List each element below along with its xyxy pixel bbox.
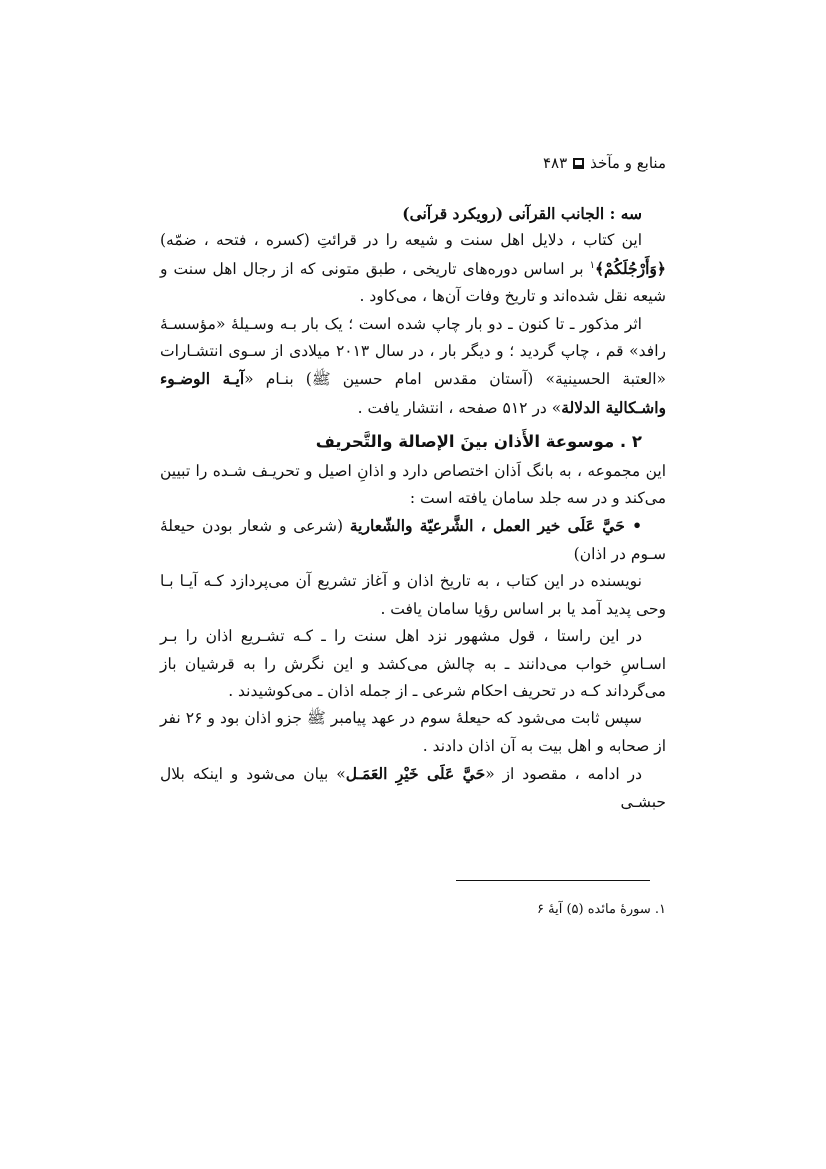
paragraph-7 <box>160 760 666 816</box>
square-icon <box>573 158 584 169</box>
paragraph-2 <box>160 311 666 423</box>
paragraph-1 <box>160 227 666 310</box>
paragraph-7-end: » بیان می‌شود و اینکه بلال حبشـی <box>160 765 666 811</box>
book-title: آیـة الوضـوء واشـکالیة الدلالة <box>160 369 666 417</box>
paragraph-4: نویسنده در این کتاب ، به تاریخ اذان و آغاز تشریع آن می‌پردازد کـه آیـا بـا وحی پدید آمد یا بر اساس رؤیا سامان یافت . <box>160 572 666 618</box>
page-number: ۴۸۳ <box>543 154 568 172</box>
footnote-divider <box>456 880 650 881</box>
subheading: سه : الجانب القرآنی (رویکرد قرآنی) <box>402 204 642 223</box>
bullet-title: حَيَّ عَلَی خیر العمل ، الشَّرعيّة والشّعارية <box>349 516 625 536</box>
bullet-item <box>160 512 666 568</box>
paragraph-2-start: اثر مذکور ـ تا کنون ـ دو بار چاپ شده است ؛ یک بار بـه وسـیلۀ «مؤسسـۀ رافد» قم ، چاپ گردید ؛ و دیگر بار ، در سال ۲۰۱۳ میلادی از سـوی انتشـارات «العتبة الحسینیة» (آستان مقدس امام حسین ﷺ) بنـام « <box>160 314 666 389</box>
footnote-text: ۱. سورۀ مائده (۵) آیۀ ۶ <box>537 902 666 917</box>
paragraph-3: این مجموعه ، به بانگ اَذان اختصاص دارد و اذانِ اصیل و تحریـف شـده را تبیین می‌کند و در سه جلد سامان یافته است : <box>160 461 666 508</box>
paragraph-1-start: این کتاب ، دلایل اهل سنت و شیعه را در قرائتِ (کسره ، فتحه ، ضمّه) <box>160 231 642 250</box>
footnote <box>160 902 666 917</box>
header-title: منابع و مآخذ <box>590 154 666 172</box>
running-header <box>160 150 666 176</box>
paragraph-2-end: » در ۵۱۲ صفحه ، انتشار یافت . <box>357 398 562 417</box>
footnote-ref: ۱ <box>589 259 595 271</box>
paragraph-7-start: در ادامه ، مقصود از « <box>485 765 643 784</box>
paragraph-5: در این راستا ، قول مشهور نزد اهل سنت را ـ کـه تشـریع اذان را بـر اسـاسِ خواب می‌دانند ـ به چالش می‌کشد و این نگرش را به قرشیان باز می‌گرداند کـه در تحریف احکام شرعی ـ از جمله اذان ـ می‌کوشیدند . <box>160 627 666 700</box>
quran-quote: ﴿وَأَرْجُلَكُمْ﴾ <box>594 258 666 278</box>
section-heading: ۲ . موسوعة الأَذان بينَ الإصالة والتَّحريف <box>315 432 642 452</box>
paragraph-1-end: بر اساس دوره‌های تاریخی ، طبق متونی که از رجال اهل سنت و شیعه نقل شده‌اند و تاریخ وفات آن‌ها ، می‌کاود . <box>160 259 666 306</box>
main-text <box>160 200 666 816</box>
bullet-description: (شرعی و شعار بودن حیعلۀ سـوم در اذان) <box>160 517 666 563</box>
phrase-bold: حَيَّ عَلَی خَيْرِ العَمَـل <box>345 764 486 784</box>
bullet-mark: • <box>624 516 642 536</box>
paragraph-6: سپس ثابت می‌شود که حیعلۀ سوم در عهد پیامبر ﷺ جزو اذان بود و ۲۶ نفر از صحابه و اهل بیت به آن اذان دادند . <box>160 709 666 755</box>
